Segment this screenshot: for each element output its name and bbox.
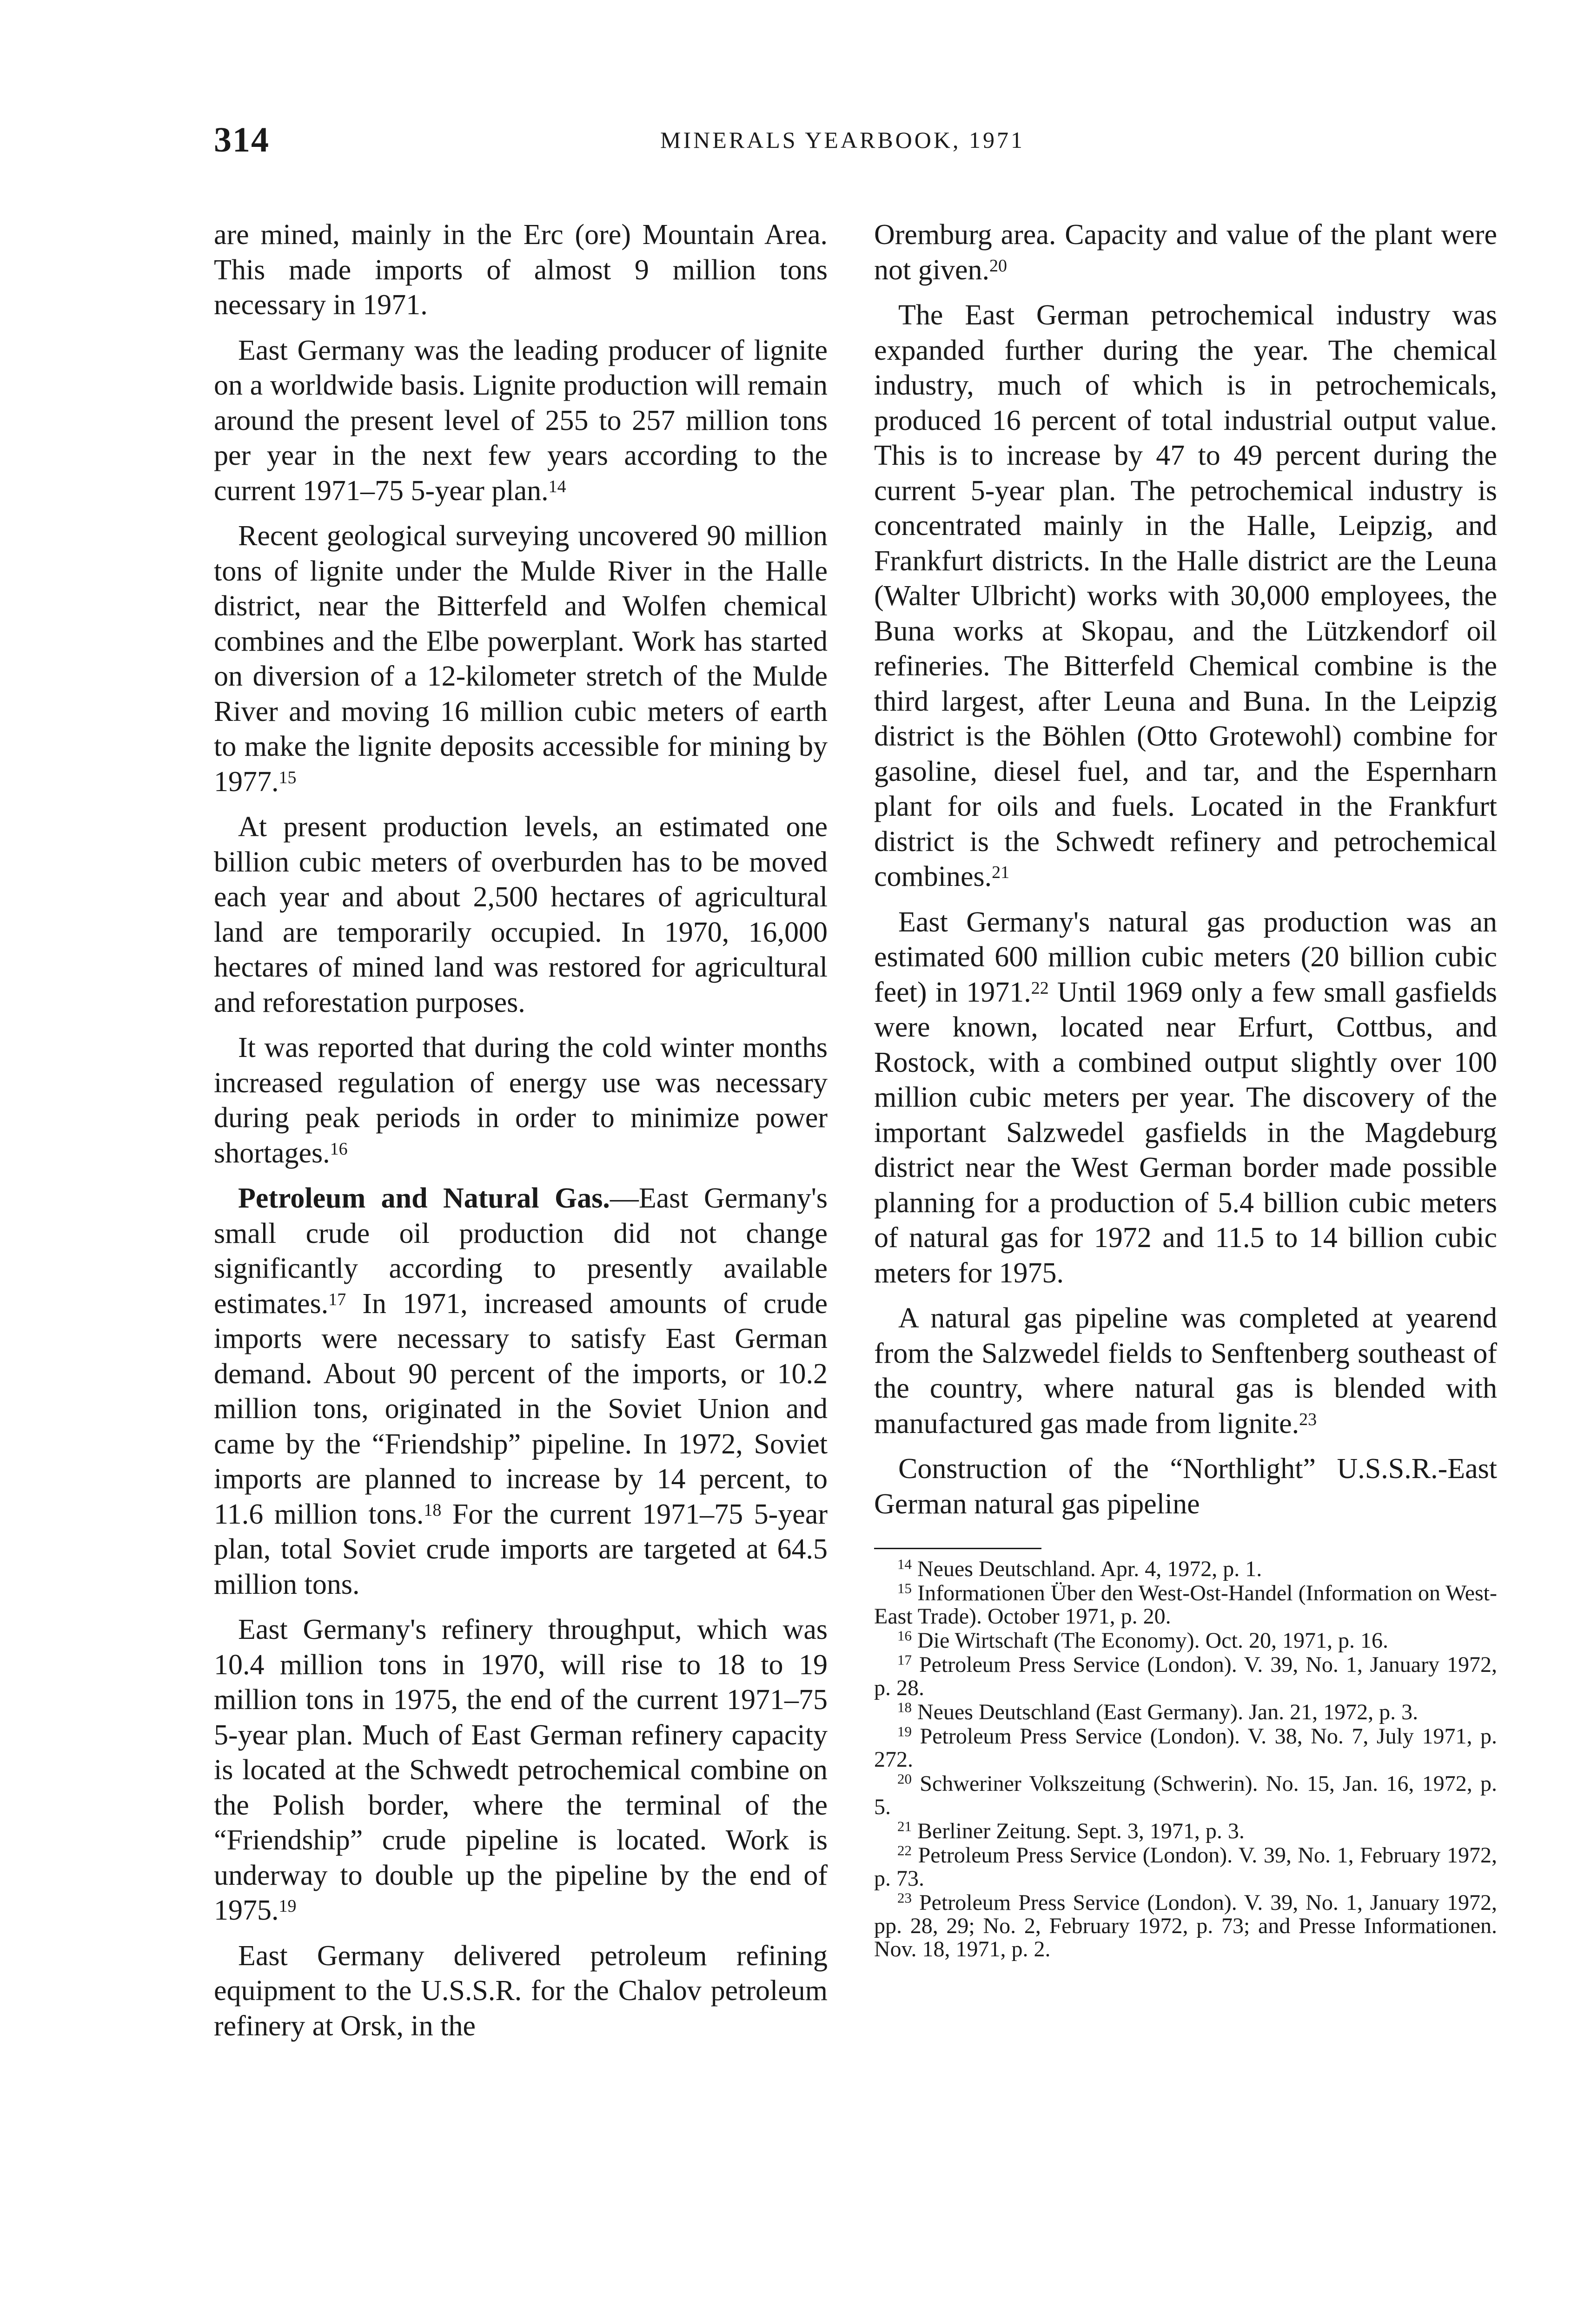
footnote-ref: 21 <box>992 862 1010 882</box>
paragraph: East Germany delivered petroleum refining equipment to the U.S.S.R. for the Chalov petroleum refinery at Orsk, in the <box>214 1940 828 2042</box>
paragraph: Oremburg area. Capacity and value of the plant were not given.$^{20}$ <box>874 219 1497 286</box>
footnote-ref: 22 <box>1031 978 1049 998</box>
paragraph: A natural gas pipeline was completed at yearend from the Salzwedel fields to Senftenberg southeast of the country, where natural gas is blended with manufactured gas made from lignite.$^{23}$ <box>874 1302 1497 1439</box>
paragraph: East Germany's natural gas production was an estimated 600 million cubic meters (20 billion cubic feet) in 1971.22 Until 1969 only a few small gasfields were known, located near Erfurt, Cottbus, and Rostock, with a combined output slightly over 100 million cubic meters per year. The discovery of the important Salzwedel gasfields in the Magdeburg district near the West German border made possible planning for a production of 5.4 billion cubic meters of natural gas for 1972 and 11.5 to 14 billion cubic meters for 1975. <box>874 906 1497 1289</box>
footnote-ref: 23 <box>1299 1409 1317 1429</box>
footnote-ref: 14 <box>548 476 566 496</box>
paragraph: At present production levels, an estimated one billion cubic meters of overburden has to be moved each year and about 2,500 hectares of agricultural land are temporarily occupied. In 1970, 16,000 hectares of mined land was restored for agricultural and reforestation purposes. <box>214 811 828 1018</box>
paragraph: Construction of the “Northlight” U.S.S.R.-East German natural gas pipeline <box>874 1453 1497 1520</box>
footnote: $^{15}$ Informationen Über den West-Ost-Handel (Information on West-East Trade). October 1971, p. 20. <box>874 1580 1497 1629</box>
page-header <box>214 120 1506 162</box>
footnotes <box>874 1558 1497 1961</box>
paragraph: The East German petrochemical industry was expanded further during the year. The chemical industry, much of which is in petrochemicals, produced 16 percent of total industrial output value. This is to increase by 47 to 49 percent during the current 5-year plan. The petrochemical industry is concentrated mainly in the Halle, Leipzig, and Frankfurt districts. In the Halle district are the Leuna (Walter Ulbricht) works with 30,000 employees, the Buna works at Skopau, and the Lützkendorf oil refineries. The Bitterfeld Chemical combine is the third largest, after Leuna and Buna. In the Leipzig district is the Böhlen (Otto Grotewohl) combine for gasoline, diesel fuel, and tar, and the Espernharn plant for oils and fuels. Located in the Frankfurt district is the Schwedt refinery and petrochemical combines.$^{21}$ <box>874 299 1497 892</box>
footnote: $^{21}$ Berliner Zeitung. Sept. 3, 1971, p. 3. <box>897 1818 1245 1843</box>
footnote-ref: 15 <box>278 767 297 787</box>
paragraph: are mined, mainly in the Erc (ore) Mountain Area. This made imports of almost 9 million tons necessary in 1971. <box>214 219 828 321</box>
section-heading: Petroleum and Natural Gas. <box>238 1182 610 1214</box>
left-column <box>214 218 828 2054</box>
paragraph: Recent geological surveying uncovered 90 million tons of lignite under the Mulde River in the Halle district, near the Bitterfeld and Wolfen chemical combines and the Elbe powerplant. Work has started on diversion of a 12-kilometer stretch of the Mulde River and moving 16 million cubic meters of earth to make the lignite deposits accessible for mining by 1977.15 <box>214 520 828 798</box>
footnote-ref: 16 <box>330 1139 348 1159</box>
footnote: $^{18}$ Neues Deutschland (East Germany). Jan. 21, 1972, p. 3. <box>897 1699 1419 1724</box>
footnote-ref: 20 <box>989 256 1007 276</box>
paragraph: East Germany was the leading producer of lignite on a worldwide basis. Lignite production will remain around the present level of 255 to 257 million tons per year in the next few years according to the current 1971–75 5-year plan.$^{14}$ <box>214 334 828 507</box>
footnote-ref: 19 <box>278 1896 297 1916</box>
footnote: $^{16}$ Die Wirtschaft (The Economy). Oct. 20, 1971, p. 16. <box>897 1627 1388 1653</box>
footnote-rule <box>874 1548 1041 1549</box>
footnote: $^{20}$ Schweriner Volkszeitung (Schwerin). No. 15, Jan. 16, 1972, p. 5. <box>874 1770 1498 1819</box>
paragraph: East Germany's refinery throughput, which was 10.4 million tons in 1970, will rise to 18 to 19 million tons in 1975, the end of the current 1971–75 5-year plan. Much of East German refinery capacity is located at the Schwedt petrochemical combine on the Polish border, where the terminal of the “Friendship” crude pipeline is located. Work is underway to double up the pipeline by the end of 1975.19 <box>214 1614 828 1926</box>
running-head: MINERALS YEARBOOK, 1971 <box>660 127 1025 153</box>
footnote: $^{23}$ Petroleum Press Service (London). V. 39, No. 1, January 1972, pp. 28, 29; No. 2, February 1972, p. 73; and Presse Informationen. Nov. 18, 1971, p. 2. <box>874 1889 1498 1961</box>
paragraph: It was reported that during the cold winter months increased regulation of energy use was necessary during peak periods in order to minimize power shortages.$^{16}$ <box>214 1032 828 1169</box>
footnote: $^{17}$ Petroleum Press Service (London). V. 39, No. 1, January 1972, p. 28. <box>874 1651 1498 1700</box>
paragraph: Petroleum and Natural Gas.—East Germany's small crude oil production did not change significantly according to presently available estimates.$^{17}$ In 1971, increased amounts of crude imports were necessary to satisfy East German demand. About 90 percent of the imports, or 10.2 million tons, originated in the Soviet Union and came by the “Friendship” pipeline. In 1972, Soviet imports are planned to increase by 14 percent, to 11.6 million tons.$^{18}$ For the current 1971–75 5-year plan, total Soviet crude imports are targeted at 64.5 million tons. <box>214 1182 828 1600</box>
footnote: $^{22}$ Petroleum Press Service (London). V. 39, No. 1, February 1972, p. 73. <box>874 1842 1498 1891</box>
page-number: 314 <box>214 120 270 159</box>
footnote-ref: 18 <box>424 1500 442 1520</box>
footnote-ref: 17 <box>328 1289 346 1309</box>
right-column <box>874 218 1497 1962</box>
footnote: $^{14}$ Neues Deutschland. Apr. 4, 1972, p. 1. <box>897 1556 1262 1581</box>
footnote: $^{19}$ Petroleum Press Service (London). V. 38, No. 7, July 1971, p. 272. <box>874 1723 1497 1772</box>
